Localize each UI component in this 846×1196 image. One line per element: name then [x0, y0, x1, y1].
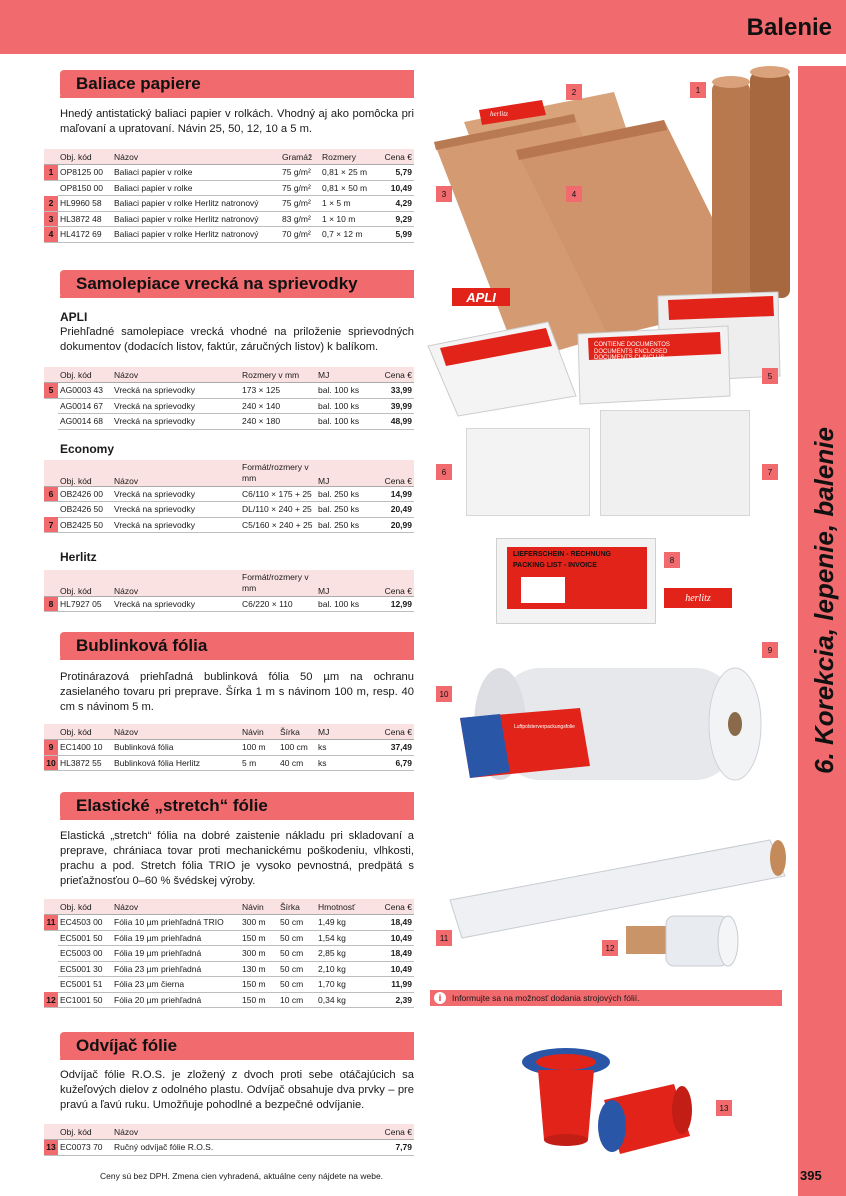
table-row: OP8150 00 Baliaci papier v rolke 75 g/m² 0,81 × 50 m 10,49: [44, 180, 414, 196]
section-description: Odvíjač fólie R.O.S. je zložený z dvoch proti sebe otáčajúcich sa kužeľových dielov z odolného plastu. Odvíjač obsahuje dva prvky – pre pravú a ľavú ruku. Umožňuje pohodlné a bezpečné odvíjanie.: [60, 1069, 414, 1111]
apli-logo: APLI: [452, 288, 510, 306]
section-header-dispenser: Odvíjač fólie: [60, 1032, 414, 1060]
table-header-row: Obj. kód Názov Cena €: [44, 1124, 414, 1140]
photo-label-6: 6: [436, 464, 452, 480]
photo-label-3: 3: [436, 186, 452, 202]
section-description: Protinárazová priehľadná bublinková fólia 50 µm na ochranu zasielaného tovaru pri preprave. Šírka 1 m s návinom 100 m, resp. 40 cm s návinom 5 m.: [60, 671, 414, 713]
section-rule: [60, 96, 414, 98]
svg-text:DOCUMENTS ENCLOSED: DOCUMENTS ENCLOSED: [594, 349, 668, 355]
brand-apli: APLI: [60, 310, 88, 324]
dispenser-right: [598, 1084, 692, 1154]
table-row: 8 HL7927 05 Vrecká na sprievodky C6/220 × 110 bal. 100 ks 12,99: [44, 596, 414, 612]
table-row: 10 HL3872 55 Bublinková fólia Herlitz 5 m 40 cm ks 6,79: [44, 755, 414, 771]
table-header-row: Obj. kód Názov Návin Šírka MJ Cena €: [44, 724, 414, 740]
svg-text:DOCUMENTS CI-INCLUS: DOCUMENTS CI-INCLUS: [594, 355, 665, 361]
dispenser-left: [522, 1048, 610, 1146]
photo-label-11: 11: [436, 930, 452, 946]
herlitz-bubble-roll: [460, 708, 590, 778]
section-rule: [60, 296, 414, 298]
section-rule: [60, 1058, 414, 1060]
section-header-papers: Baliace papiere: [60, 70, 414, 98]
photo-label-9: 9: [762, 642, 778, 658]
product-table-stretch: [44, 899, 414, 1008]
table-row: 12 EC1001 50 Fólia 20 µm priehľadná 150 m 10 cm 0,34 kg 2,39: [44, 992, 414, 1008]
section-description: Elastická „stretch“ fólia na dobré zaistenie nákladu pri skladovaní a preprave, chrániaca tovar proti mechanickému poškodeniu, vlhkosti, prachu a pod. Stretch fólia TRIO je vysoko pevnostná, predpätá s prieťažnosťou 0–60 % švédskej výroby.: [60, 830, 414, 887]
table-row: EC5001 30 Fólia 23 µm priehľadná 130 m 50 cm 2,10 kg 10,49: [44, 961, 414, 977]
table-row: 9 EC1400 10 Bublinková fólia 100 m 100 cm ks 37,49: [44, 740, 414, 756]
product-table-apli: [44, 367, 414, 430]
photo-label-5: 5: [762, 368, 778, 384]
pouch-medium: [578, 326, 730, 404]
invoice-pouch: [496, 538, 656, 624]
photo-label-7: 7: [762, 464, 778, 480]
photo-label-4: 4: [566, 186, 582, 202]
brand-herlitz: Herlitz: [60, 550, 97, 564]
svg-text:CONTIENE DOCUMENTOS: CONTIENE DOCUMENTOS: [594, 342, 670, 348]
info-note: [430, 990, 782, 1006]
table-row: AG0014 67 Vrecká na sprievodky 240 × 140 bal. 100 ks 39,99: [44, 398, 414, 414]
clear-pouch-large: [600, 410, 750, 516]
section-rule: [60, 818, 414, 820]
photo-label-8: 8: [664, 552, 680, 568]
invoice-window: [521, 577, 565, 603]
table-header-row: Obj. kód Názov Rozmery v mm MJ Cena €: [44, 367, 414, 383]
table-row: AG0014 68 Vrecká na sprievodky 240 × 180 bal. 100 ks 48,99: [44, 414, 414, 430]
herlitz-logo: herlitz: [664, 588, 732, 608]
invoice-line-1: LIEFERSCHEIN - RECHNUNG: [513, 551, 612, 558]
table-row: 3 HL3872 48 Baliaci papier v rolke Herlitz natronový 83 g/m² 1 × 10 m 9,29: [44, 211, 414, 227]
table-row: 5 AG0003 43 Vrecká na sprievodky 173 × 125 bal. 100 ks 33,99: [44, 383, 414, 399]
table-header-row: Obj. kód Názov Formát/rozmery v mm MJ Cena €: [44, 460, 414, 486]
photo-label-12: 12: [602, 940, 618, 956]
info-icon: i: [434, 992, 446, 1004]
invoice-pouch-label: [507, 547, 647, 609]
apli-pouch-photo: [428, 286, 782, 416]
section-rule: [60, 658, 414, 660]
section-header-pouches: Samolepiace vrecká na sprievodky: [60, 270, 414, 298]
product-table-economy: [44, 460, 414, 533]
table-row: 13 EC0073 70 Ručný odvíjač fólie R.O.S. 7,79: [44, 1140, 414, 1156]
table-row: 4 HL4172 69 Baliaci papier v rolke Herlitz natronový 70 g/m² 0,7 × 12 m 5,99: [44, 227, 414, 243]
table-row: 2 HL9960 58 Baliaci papier v rolke Herlitz natronový 75 g/m² 1 × 5 m 4,29: [44, 196, 414, 212]
dispenser-photo: [508, 1040, 708, 1160]
footer-note: Ceny sú bez DPH. Zmena cien vyhradená, aktuálne ceny nájdete na webe.: [100, 1171, 384, 1181]
section-description: Hnedý antistatický baliaci papier v rolkách. Vhodný aj ako pomôcka pri maľovaní a upratovaní. Návin 25, 50, 12, 10 a 5 m.: [60, 108, 414, 135]
table-row: 1 OP8125 00 Baliaci papier v rolke 75 g/m² 0,81 × 25 m 5,79: [44, 165, 414, 181]
product-table-bubble: [44, 724, 414, 771]
stretch-roll-small: [626, 916, 738, 966]
table-row: 7 OB2425 50 Vrecká na sprievodky C5/160 × 240 + 25 bal. 250 ks 20,99: [44, 517, 414, 533]
photo-label-1: 1: [690, 82, 706, 98]
paper-roll-1: [712, 66, 790, 308]
table-row: EC5003 00 Fólia 19 µm priehľadná 300 m 50 cm 2,85 kg 18,49: [44, 946, 414, 962]
table-row: EC5001 50 Fólia 19 µm priehľadná 150 m 50 cm 1,54 kg 10,49: [44, 930, 414, 946]
pouch-small: [428, 322, 576, 416]
bubble-wrap-photo: [440, 648, 770, 798]
table-header-row: Obj. kód Názov Návin Šírka Hmotnosť Cena €: [44, 899, 414, 915]
chapter-vertical-title: 6. Korekcia, lepenie, balenie: [808, 426, 839, 774]
svg-text:Luftpolsterverpackungsfolie: Luftpolsterverpackungsfolie: [514, 724, 575, 730]
invoice-line-2: PACKING LIST - INVOICE: [513, 562, 597, 569]
stretch-film-photo: [440, 830, 790, 980]
photo-label-13: 13: [716, 1100, 732, 1116]
product-table-papers: [44, 149, 414, 243]
photo-label-10: 10: [436, 686, 452, 702]
kraft-paper-photo: [424, 62, 796, 312]
clear-pouch-small: [466, 428, 590, 516]
section-header-stretch: Elastické „stretch“ fólie: [60, 792, 414, 820]
product-table-herlitz: [44, 570, 414, 612]
info-note-text: Informujte sa na možnosť dodania strojových fólií.: [452, 993, 640, 1003]
photo-label-2: 2: [566, 84, 582, 100]
table-header-row: Obj. kód Názov Formát/rozmery v mm MJ Cena €: [44, 570, 414, 596]
top-banner: [0, 0, 846, 54]
product-table-dispenser: [44, 1124, 414, 1156]
chapter-title: Balenie: [746, 14, 832, 41]
table-header-row: Obj. kód Názov Gramáž Rozmery Cena €: [44, 149, 414, 165]
table-row: EC5001 51 Fólia 23 µm čierna 150 m 50 cm 1,70 kg 11,99: [44, 977, 414, 993]
table-row: 11 EC4503 00 Fólia 10 µm priehľadná TRIO 300 m 50 cm 1,49 kg 18,49: [44, 915, 414, 931]
brand-economy: Economy: [60, 442, 115, 456]
page-number: 395: [800, 1168, 822, 1183]
section-header-bubble: Bublinková fólia: [60, 632, 414, 660]
table-row: OB2426 50 Vrecká na sprievodky DL/110 × 240 + 25 bal. 250 ks 20,49: [44, 502, 414, 518]
table-row: 6 OB2426 00 Vrecká na sprievodky C6/110 × 175 + 25 bal. 250 ks 14,99: [44, 486, 414, 502]
section-description: Priehľadné samolepiace vrecká vhodné na priloženie sprievodných dokumentov (dodacích listov, faktúr, záručných listov) k balíkom.: [60, 326, 414, 353]
svg-text:herlitz: herlitz: [490, 110, 508, 118]
